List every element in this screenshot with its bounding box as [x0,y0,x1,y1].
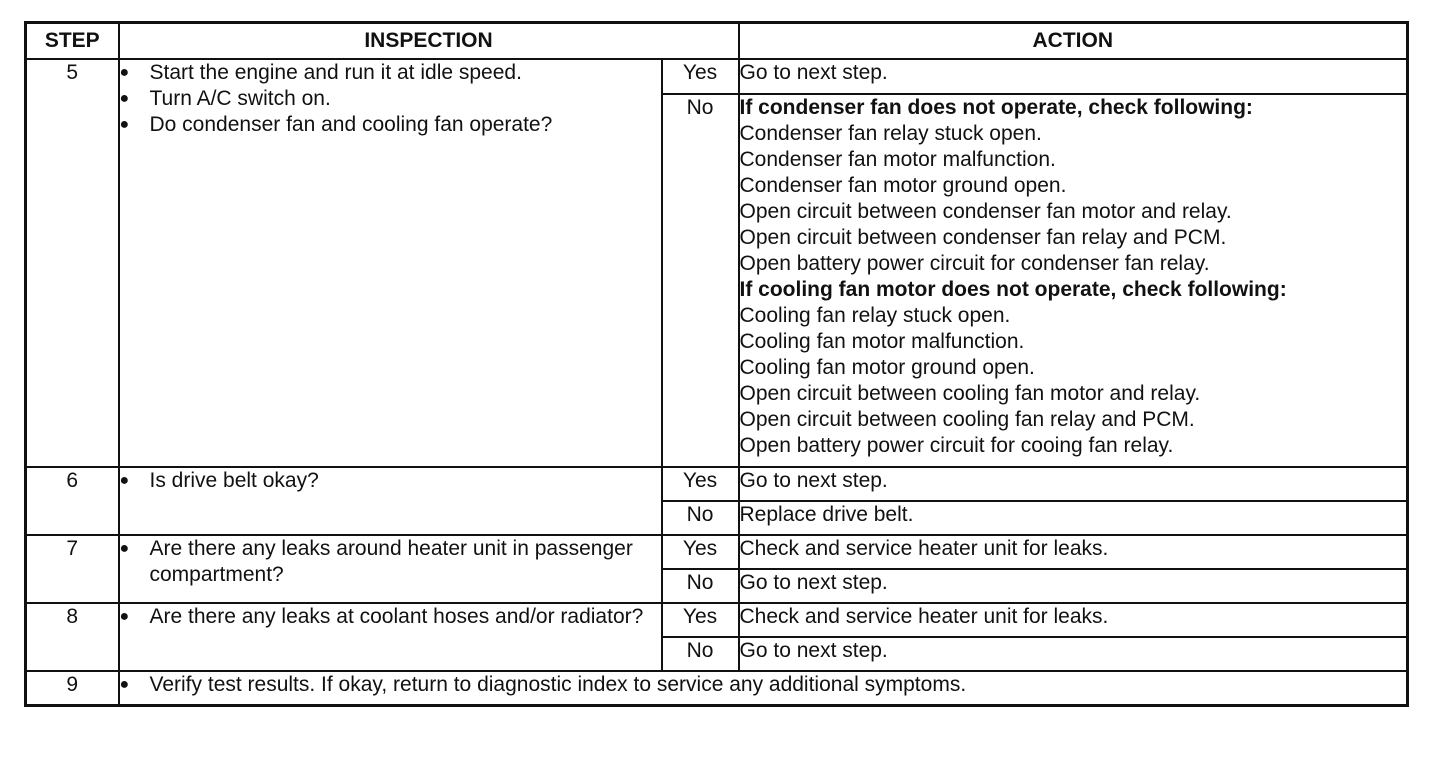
inspection-item: ● Verify test results. If okay, return to diagnostic index to service any additional symptoms. [120,672,1407,698]
yes-label: Yes [662,535,739,569]
action-line: Open circuit between cooling fan relay and PCM. [739,408,1195,431]
no-label: No [662,637,739,671]
action-line: Open battery power circuit for cooing fan relay. [739,434,1174,457]
inspection-item: ● Start the engine and run it at idle speed. [120,60,661,86]
yes-action: Check and service heater unit for leaks. [739,535,1408,569]
step-number: 6 [26,467,119,535]
inspection-item: ● Turn A/C switch on. [120,86,661,112]
table-row [26,59,1408,94]
action-line: Cooling fan motor ground open. [739,356,1035,379]
action-line: Cooling fan relay stuck open. [739,304,1011,327]
no-action: Go to next step. [739,637,1408,671]
no-label: No [662,569,739,603]
no-action: Go to next step. [739,569,1408,603]
inspection-cell [119,603,662,671]
yes-action: Go to next step. [739,59,1408,94]
header-step: STEP [26,23,119,60]
yes-label: Yes [662,59,739,94]
step-number: 9 [26,671,119,706]
inspection-item: ● Are there any leaks at coolant hoses and/or radiator? [120,604,661,630]
action-heading: If cooling fan motor does not operate, check following: [739,278,1287,301]
action-line: Condenser fan relay stuck open. [739,122,1042,145]
action-line: Condenser fan motor malfunction. [739,148,1056,171]
action-line: Open battery power circuit for condenser fan relay. [739,252,1210,275]
no-action: Replace drive belt. [739,501,1408,535]
no-label: No [662,94,739,467]
yes-label: Yes [662,467,739,501]
step-number: 7 [26,535,119,603]
action-line: Open circuit between condenser fan motor and relay. [739,200,1232,223]
yes-action: Check and service heater unit for leaks. [739,603,1408,637]
step-number: 8 [26,603,119,671]
step-number: 5 [26,59,119,467]
inspection-item: ● Do condenser fan and cooling fan operate? [120,112,661,138]
header-row [26,23,1408,60]
inspection-cell [119,535,662,603]
no-label: No [662,501,739,535]
table-row [26,535,1408,569]
table-row [26,603,1408,637]
inspection-cell [119,671,1408,706]
action-line: Open circuit between condenser fan relay and PCM. [739,226,1227,249]
no-action [739,94,1408,467]
action-line: Open circuit between cooling fan motor and relay. [739,382,1201,405]
diagnostic-table [24,21,1409,707]
table-row [26,467,1408,501]
inspection-item: ● Is drive belt okay? [120,468,661,494]
yes-label: Yes [662,603,739,637]
inspection-cell [119,467,662,535]
action-line: Cooling fan motor malfunction. [739,330,1025,353]
action-line: Condenser fan motor ground open. [739,174,1067,197]
inspection-cell [119,59,662,467]
inspection-item: ● Are there any leaks around heater unit in passenger compartment? [120,536,661,588]
table-row [26,671,1408,706]
header-action: ACTION [739,23,1408,60]
yes-action: Go to next step. [739,467,1408,501]
action-heading: If condenser fan does not operate, check following: [739,96,1253,119]
header-inspection: INSPECTION [119,23,739,60]
